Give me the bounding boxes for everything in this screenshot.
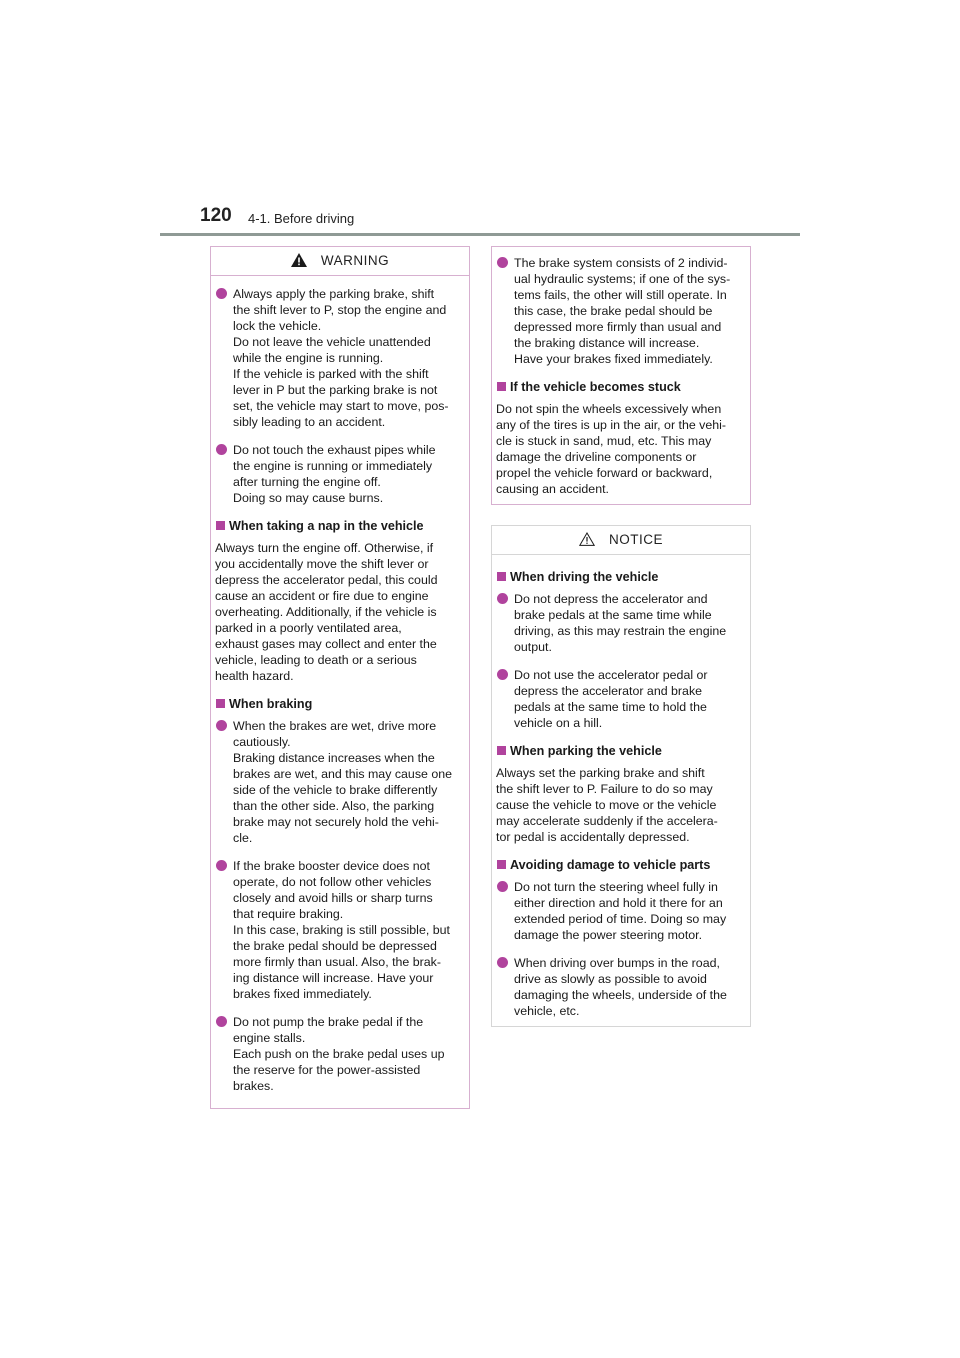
text-line: the brake pedal should be depressed — [233, 939, 437, 953]
bullet-item — [496, 255, 750, 367]
text-line: damaging the wheels, underside of the — [514, 988, 727, 1002]
text-line: lock the vehicle. — [233, 319, 322, 333]
text-line: Each push on the brake pedal uses up — [233, 1047, 445, 1061]
warning-triangle-icon — [291, 253, 307, 267]
subheading-text: When parking the vehicle — [510, 744, 662, 758]
text-line: pedals at the same time to hold the — [514, 700, 707, 714]
circle-bullet-icon — [216, 860, 227, 871]
circle-bullet-icon — [497, 257, 508, 268]
text-line: either direction and hold it there for an — [514, 896, 723, 910]
text-line: the engine is running or immediately — [233, 459, 433, 473]
text-line: ing distance will increase. Have your — [233, 971, 434, 985]
text-line: In this case, braking is still possible, but — [233, 923, 450, 937]
circle-bullet-icon — [497, 957, 508, 968]
warning-continued-box — [491, 246, 751, 505]
bullet-item — [496, 667, 750, 731]
text-line: the shift lever to P. Failure to do so may — [496, 782, 713, 796]
text-line: parked in a poorly ventilated area, — [215, 621, 402, 635]
text-line: Have your brakes fixed immediately. — [514, 352, 713, 366]
text-line: than the other side. Also, the parking — [233, 799, 435, 813]
circle-bullet-icon — [216, 720, 227, 731]
subheading — [496, 569, 750, 585]
text-line: tems fails, the other will still operate. In — [514, 288, 727, 302]
text-line: cle. — [233, 831, 253, 845]
text-line: Always set the parking brake and shift — [496, 766, 705, 780]
bullet-item — [215, 1014, 469, 1094]
text-line: drive as slowly as possible to avoid — [514, 972, 707, 986]
notice-body — [492, 555, 750, 1039]
warning-title: WARNING — [320, 253, 390, 268]
text-line: overheating. Additionally, if the vehicle is — [215, 605, 437, 619]
bullet-item — [496, 591, 750, 655]
subheading — [215, 518, 469, 534]
text-line: the reserve for the power-assisted — [233, 1063, 421, 1077]
text-line: that require braking. — [233, 907, 344, 921]
subheading-text: Avoiding damage to vehicle parts — [510, 858, 711, 872]
paragraph — [215, 540, 469, 684]
text-line: Braking distance increases when the — [233, 751, 435, 765]
text-line: depress the accelerator pedal, this could — [215, 573, 438, 587]
text-line: more firmly than usual. Also, the brak- — [233, 955, 441, 969]
text-line: set, the vehicle may start to move, pos- — [233, 399, 449, 413]
bullet-item — [215, 858, 469, 1002]
circle-bullet-icon — [497, 593, 508, 604]
text-line: Always turn the engine off. Otherwise, if — [215, 541, 434, 555]
text-line: Do not touch the exhaust pipes while — [233, 443, 436, 457]
notice-box — [491, 525, 751, 1027]
subheading-text: When driving the vehicle — [510, 570, 659, 584]
paragraph — [496, 765, 750, 845]
text-line: Always apply the parking brake, shift — [233, 287, 435, 301]
text-line: the braking distance will increase. — [514, 336, 700, 350]
text-line: depress the accelerator and brake — [514, 684, 703, 698]
text-line: Do not depress the accelerator and — [514, 592, 708, 606]
warning-continued-body — [492, 247, 750, 517]
text-line: cause the vehicle to move or the vehicle — [496, 798, 717, 812]
header-rule — [160, 233, 800, 236]
text-line: output. — [514, 640, 552, 654]
page-number: 120 — [200, 205, 232, 226]
square-bullet-icon — [497, 746, 506, 755]
text-line: Do not pump the brake pedal if the — [233, 1015, 424, 1029]
notice-triangle-icon — [579, 532, 595, 546]
text-line: this case, the brake pedal should be — [514, 304, 713, 318]
text-line: lever in P but the parking brake is not — [233, 383, 438, 397]
text-line: any of the tires is up in the air, or the vehi- — [496, 418, 727, 432]
circle-bullet-icon — [216, 1016, 227, 1027]
text-line: brake pedals at the same time while — [514, 608, 712, 622]
circle-bullet-icon — [497, 881, 508, 892]
text-line: Do not leave the vehicle unattended — [233, 335, 431, 349]
text-line: brake may not securely hold the vehi- — [233, 815, 439, 829]
text-line: When the brakes are wet, drive more — [233, 719, 437, 733]
circle-bullet-icon — [216, 288, 227, 299]
text-line: If the brake booster device does not — [233, 859, 430, 873]
text-line: Do not spin the wheels excessively when — [496, 402, 722, 416]
text-line: vehicle on a hill. — [514, 716, 603, 730]
notice-title: NOTICE — [608, 532, 663, 547]
subheading — [496, 743, 750, 759]
text-line: Doing so may cause burns. — [233, 491, 384, 505]
text-line: while the engine is running. — [233, 351, 384, 365]
text-line: sibly leading to an accident. — [233, 415, 386, 429]
text-line: closely and avoid hills or sharp turns — [233, 891, 433, 905]
text-line: brakes are wet, and this may cause one — [233, 767, 453, 781]
bullet-item — [215, 718, 469, 846]
circle-bullet-icon — [497, 669, 508, 680]
subheading — [496, 857, 750, 873]
text-line: ual hydraulic systems; if one of the sys- — [514, 272, 731, 286]
text-line: side of the vehicle to brake differently — [233, 783, 438, 797]
subheading — [215, 696, 469, 712]
text-line: depressed more firmly than usual and — [514, 320, 722, 334]
section-title: 4-1. Before driving — [248, 211, 355, 226]
notice-header — [492, 526, 750, 555]
subheading-text: When braking — [229, 697, 313, 711]
text-line: If the vehicle is parked with the shift — [233, 367, 429, 381]
text-line: cle is stuck in sand, mud, etc. This may — [496, 434, 712, 448]
text-line: The brake system consists of 2 individ- — [514, 256, 728, 270]
paragraph — [496, 401, 750, 497]
text-line: operate, do not follow other vehicles — [233, 875, 432, 889]
text-line: driving, as this may restrain the engine — [514, 624, 727, 638]
text-line: Do not use the accelerator pedal or — [514, 668, 708, 682]
subheading-text: When taking a nap in the vehicle — [229, 519, 424, 533]
text-line: extended period of time. Doing so may — [514, 912, 727, 926]
square-bullet-icon — [216, 521, 225, 530]
text-line: causing an accident. — [496, 482, 609, 496]
subheading-text: If the vehicle becomes stuck — [510, 380, 681, 394]
warning-body — [211, 276, 469, 1114]
text-line: the shift lever to P, stop the engine and — [233, 303, 447, 317]
text-line: Do not turn the steering wheel fully in — [514, 880, 718, 894]
bullet-item — [215, 442, 469, 506]
square-bullet-icon — [216, 699, 225, 708]
text-line: brakes. — [233, 1079, 274, 1093]
text-line: propel the vehicle forward or backward, — [496, 466, 713, 480]
text-line: vehicle, leading to death or a serious — [215, 653, 417, 667]
page-header — [160, 200, 800, 240]
text-line: you accidentally move the shift lever or — [215, 557, 429, 571]
text-line: damage the driveline components or — [496, 450, 697, 464]
text-line: engine stalls. — [233, 1031, 306, 1045]
text-line: When driving over bumps in the road, — [514, 956, 720, 970]
circle-bullet-icon — [216, 444, 227, 455]
text-line: brakes fixed immediately. — [233, 987, 372, 1001]
warning-box — [210, 246, 470, 1109]
text-line: after turning the engine off. — [233, 475, 381, 489]
text-line: tor pedal is accidentally depressed. — [496, 830, 690, 844]
text-line: damage the power steering motor. — [514, 928, 703, 942]
square-bullet-icon — [497, 860, 506, 869]
text-line: cause an accident or fire due to engine — [215, 589, 429, 603]
subheading — [496, 379, 750, 395]
warning-header — [211, 247, 469, 276]
bullet-item — [496, 955, 750, 1019]
text-line: health hazard. — [215, 669, 294, 683]
bullet-item — [215, 286, 469, 430]
bullet-item — [496, 879, 750, 943]
square-bullet-icon — [497, 572, 506, 581]
square-bullet-icon — [497, 382, 506, 391]
text-line: exhaust gases may collect and enter the — [215, 637, 437, 651]
text-line: cautiously. — [233, 735, 291, 749]
text-line: vehicle, etc. — [514, 1004, 580, 1018]
text-line: may accelerate suddenly if the accelera- — [496, 814, 718, 828]
